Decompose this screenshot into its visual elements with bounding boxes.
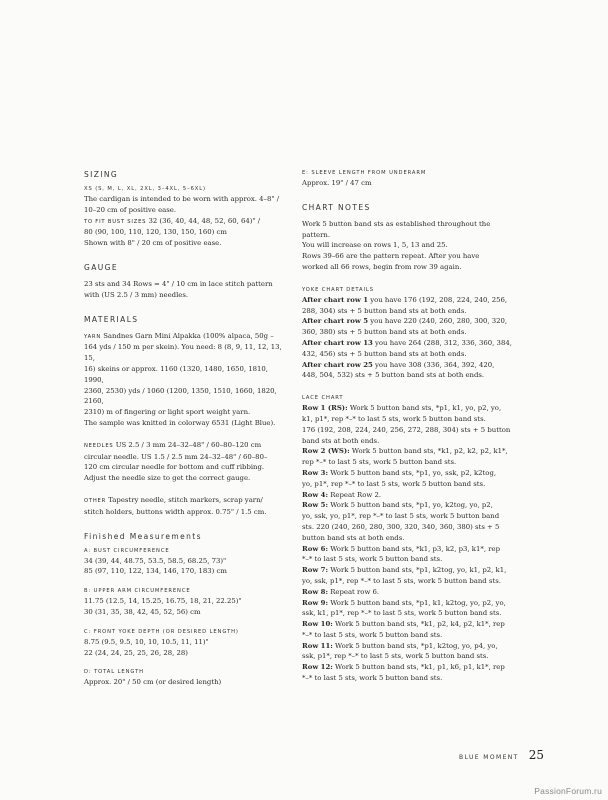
sleeve-length-text (302, 178, 514, 189)
measurement-c-label: C: FRONT YOKE DEPTH (OR DESIRED LENGTH) (84, 628, 239, 635)
page-number: 25 (528, 748, 544, 762)
instruction-line (302, 468, 514, 479)
text-line: 10–20 cm of positive ease. (84, 205, 177, 214)
instruction-line: k1, p1*, rep *–* to last 5 sts, work 5 button band sts. (302, 414, 486, 423)
row-label: After chart row 25 (302, 360, 373, 369)
measurement-b (84, 596, 284, 618)
instruction-line (302, 587, 514, 598)
row-label: Row 3: (302, 468, 328, 477)
row-label: Row 12: (302, 663, 333, 672)
text-line (84, 440, 284, 452)
finished-heading: Finished Measurements (84, 531, 202, 541)
text-run: you have 264 (288, 312, 336, 360, 384, (372, 338, 512, 347)
row-label: Row 10: (302, 620, 333, 629)
text-line: You will increase on rows 1, 5, 13 and 25. (302, 241, 448, 250)
needles-label: NEEDLES (84, 442, 114, 449)
text-line: with (US 2.5 / 3 mm) needles. (84, 290, 189, 299)
row-label: Row 8: (302, 587, 328, 596)
text-line: 164 yds / 150 m per skein). You need: 8 (8, 9, 11, 12, 13, 15, (84, 343, 282, 363)
text-run: US 2.5 / 3 mm 24–32–48" / 60–80–120 cm (113, 440, 262, 449)
lace-chart-rows (302, 403, 514, 684)
materials-heading: MATERIALS (84, 314, 139, 324)
text-run: Work 5 button band sts, *p1, yo, ssk, p2, k2tog, (328, 468, 497, 477)
lace-chart-label: LACE CHART (302, 395, 344, 402)
text-line: 120 cm circular needle for bottom and cuff ribbing. (84, 463, 265, 472)
sizing-text (84, 194, 284, 249)
text-run: you have 308 (336, 364, 392, 420, (372, 360, 495, 369)
other-text (84, 495, 284, 518)
text-run: Repeat Row 2. (328, 490, 382, 499)
text-line: 11.75 (12.5, 14, 15.25, 16.75, 18, 21, 22.25)" (84, 597, 242, 606)
text-run: Sandnes Garn Mini Alpakka (100% alpaca, 50g – (101, 331, 274, 340)
instruction-line: yo, ssk, yo, p1*, rep *–* to last 5 sts, work 5 button band (302, 512, 500, 521)
instruction-line: rep *–* to last 5 sts, work 5 button band sts. (302, 458, 457, 467)
instruction-line: yo, ssk, p1*, rep *–* to last 5 sts, work 5 button band sts. (302, 576, 501, 585)
instruction-line (302, 641, 514, 652)
watermark: PassionForum.ru (534, 786, 602, 796)
instruction-line: 448, 504, 532) sts + 5 button band sts at both ends. (302, 371, 485, 380)
text-run: Repeat row 6. (328, 587, 380, 596)
instruction-line (302, 565, 514, 576)
text-line: The cardigan is intended to be worn with approx. 4–8" / (84, 195, 280, 203)
chart-notes-text (302, 219, 514, 273)
sizing-heading: SIZING (84, 170, 119, 179)
page-footer (459, 748, 544, 762)
sizes-list: XS (S, M, L, XL, 2XL, 3–4XL, 5–6XL) (84, 186, 206, 192)
row-label: After chart row 5 (302, 317, 369, 326)
measurement-d (84, 677, 284, 688)
text-line (84, 216, 284, 228)
text-run: Tapestry needle, stitch markers, scrap yarn/ (106, 495, 263, 504)
text-line: Approx. 19" / 47 cm (302, 179, 372, 187)
text-run: Work 5 button band sts, *p1, yo, k2tog, yo, p2, (328, 501, 493, 510)
instruction-line (302, 500, 514, 511)
instruction-line (302, 403, 514, 414)
instruction-line: ssk, k1, p1*, rep *–* to last 5 sts, work 5 button band sts. (302, 609, 502, 618)
measurement-c (84, 637, 284, 659)
text-line (84, 495, 284, 507)
instruction-line: *–* to last 5 sts, work 5 button band sts. (302, 674, 443, 683)
sleeve-length-label: E: SLEEVE LENGTH FROM UNDERARM (302, 170, 427, 176)
instruction-line (302, 619, 514, 630)
text-line: The sample was knitted in colorway 6531 (Light Blue). (84, 418, 276, 427)
text-line: 23 sts and 34 Rows = 4" / 10 cm in lace stitch pattern (84, 279, 273, 288)
row-label: Row 4: (302, 490, 328, 499)
text-run: Work 5 button band sts, *p1, k1, yo, p2, yo, (347, 404, 502, 413)
text-line: 16) skeins or approx. 1160 (1320, 1480, 1650, 1810, 1990, (84, 364, 268, 384)
instruction-line: ssk, p1*, rep *–* to last 5 sts, work 5 button band sts. (302, 652, 489, 661)
measurement-d-label: D: TOTAL LENGTH (84, 669, 144, 676)
text-run: Work 5 button band sts, *k1, p2, k2, p2, k1*, (349, 447, 508, 456)
text-line: 80 (90, 100, 110, 120, 130, 150, 160) cm (84, 228, 227, 237)
instruction-line: yo, p1*, rep *–* to last 5 sts, work 5 button band sts. (302, 479, 486, 488)
text-line: Shown with 8" / 20 cm of positive ease. (84, 239, 222, 248)
yoke-chart-label: YOKE CHART DETAILS (302, 286, 374, 293)
chart-notes-heading: CHART NOTES (302, 202, 371, 212)
measurement-a-label: A: BUST CIRCUMFERENCE (84, 547, 170, 554)
instruction-line (302, 662, 514, 673)
text-run: you have 176 (192, 208, 224, 240, 256, (368, 295, 508, 304)
text-run: Work 5 button band sts, *k1, p1, k6, p1, k1*, rep (332, 663, 505, 672)
instruction-line: 432, 456) sts + 5 button band sts at both ends. (302, 349, 467, 358)
right-column (302, 170, 514, 684)
instruction-line: button band sts at both ends. (302, 533, 405, 542)
text-line: stitch holders, buttons width approx. 0.75" / 1.5 cm. (84, 507, 267, 516)
instruction-line (302, 490, 514, 501)
instruction-line (302, 544, 514, 555)
yarn-label: YARN (84, 333, 101, 340)
text-run: 32 (36, 40, 44, 48, 52, 60, 64)" / (146, 216, 261, 225)
text-line (84, 331, 284, 343)
text-line: Approx. 20" / 50 cm (or desired length) (84, 678, 222, 687)
text-run: you have 220 (240, 260, 280, 300, 320, (368, 317, 508, 326)
running-title: BLUE MOMENT (459, 754, 519, 761)
text-line: Adjust the needle size to get the correct gauge. (84, 474, 251, 483)
text-run: Work 5 button band sts, *k1, p3, k2, p3, k1*, rep (328, 544, 500, 553)
text-line: 2310) m of fingering or light sport weight yarn. (84, 408, 251, 417)
instruction-line: 360, 380) sts + 5 button band sts at both ends. (302, 328, 467, 337)
instruction-line: band sts at both ends. (302, 436, 380, 445)
instruction-line (302, 295, 514, 306)
text-run: Work 5 button band sts, *p1, k2tog, yo, p4, yo, (332, 641, 498, 650)
text-line: Rows 39–66 are the pattern repeat. After you have (302, 252, 480, 261)
row-label: Row 5: (302, 501, 328, 510)
text-run: Work 5 button band sts, *k1, p2, k4, p2, k1*, rep (332, 620, 505, 629)
instruction-line: *–* to last 5 sts, work 5 button band sts. (302, 630, 443, 639)
row-label: After chart row 1 (302, 295, 369, 304)
text-line: circular needle. US 1.5 / 2.5 mm 24–32–48" / 60–80– (84, 452, 268, 461)
instruction-line (302, 360, 514, 371)
text-line: 85 (97, 110, 122, 134, 146, 170, 183) cm (84, 567, 227, 576)
needles-text (84, 440, 284, 484)
instruction-line (302, 338, 514, 349)
left-column (84, 170, 284, 688)
gauge-text (84, 279, 284, 301)
other-label: OTHER (84, 497, 107, 504)
text-line: Work 5 button band sts as established throughout the (302, 219, 491, 228)
yoke-chart-details (302, 295, 514, 381)
instruction-line: *–* to last 5 sts, work 5 button band sts. (302, 555, 443, 564)
row-label: Row 11: (302, 641, 333, 650)
gauge-heading: GAUGE (84, 262, 118, 272)
text-run: Work 5 button band sts, *p1, k2tog, yo, k1, p2, k1, (328, 566, 507, 575)
row-label: Row 9: (302, 598, 328, 607)
row-label: Row 6: (302, 544, 328, 553)
text-line: 22 (24, 24, 25, 25, 26, 28, 28) (84, 648, 188, 657)
instruction-line: 176 (192, 208, 224, 240, 256, 272, 288, 304) sts + 5 button (302, 425, 511, 434)
text-line: worked all 66 rows, begin from row 39 again. (302, 262, 462, 271)
instruction-line (302, 446, 514, 457)
text-line: 2360, 2530) yds / 1060 (1200, 1350, 1510, 1660, 1820, 2160, (84, 386, 277, 406)
row-label: Row 2 (WS): (302, 447, 350, 456)
instruction-line: sts. 220 (240, 260, 280, 300, 320, 340, 360, 380) sts + 5 (302, 522, 500, 531)
yarn-text (84, 331, 284, 429)
measurement-b-label: B: UPPER ARM CIRCUMFERENCE (84, 588, 191, 595)
row-label: Row 7: (302, 566, 328, 575)
text-line: pattern. (302, 230, 331, 239)
row-label: Row 1 (RS): (302, 404, 348, 413)
measurement-a (84, 556, 284, 578)
instruction-line: 288, 304) sts + 5 button band sts at both ends. (302, 306, 467, 315)
row-label: After chart row 13 (302, 338, 373, 347)
text-run: Work 5 button band sts, *p1, k1, k2tog, yo, p2, yo, (328, 598, 506, 607)
text-line: 30 (31, 35, 38, 42, 45, 52, 56) cm (84, 607, 201, 616)
instruction-line (302, 316, 514, 327)
fit-bust-label: TO FIT BUST SIZES (84, 218, 147, 225)
text-line: 8.75 (9.5, 9.5, 10, 10, 10.5, 11, 11)" (84, 637, 209, 646)
instruction-line (302, 598, 514, 609)
text-line: 34 (39, 44, 48.75, 53.5, 58.5, 68.25, 73)" (84, 556, 227, 565)
